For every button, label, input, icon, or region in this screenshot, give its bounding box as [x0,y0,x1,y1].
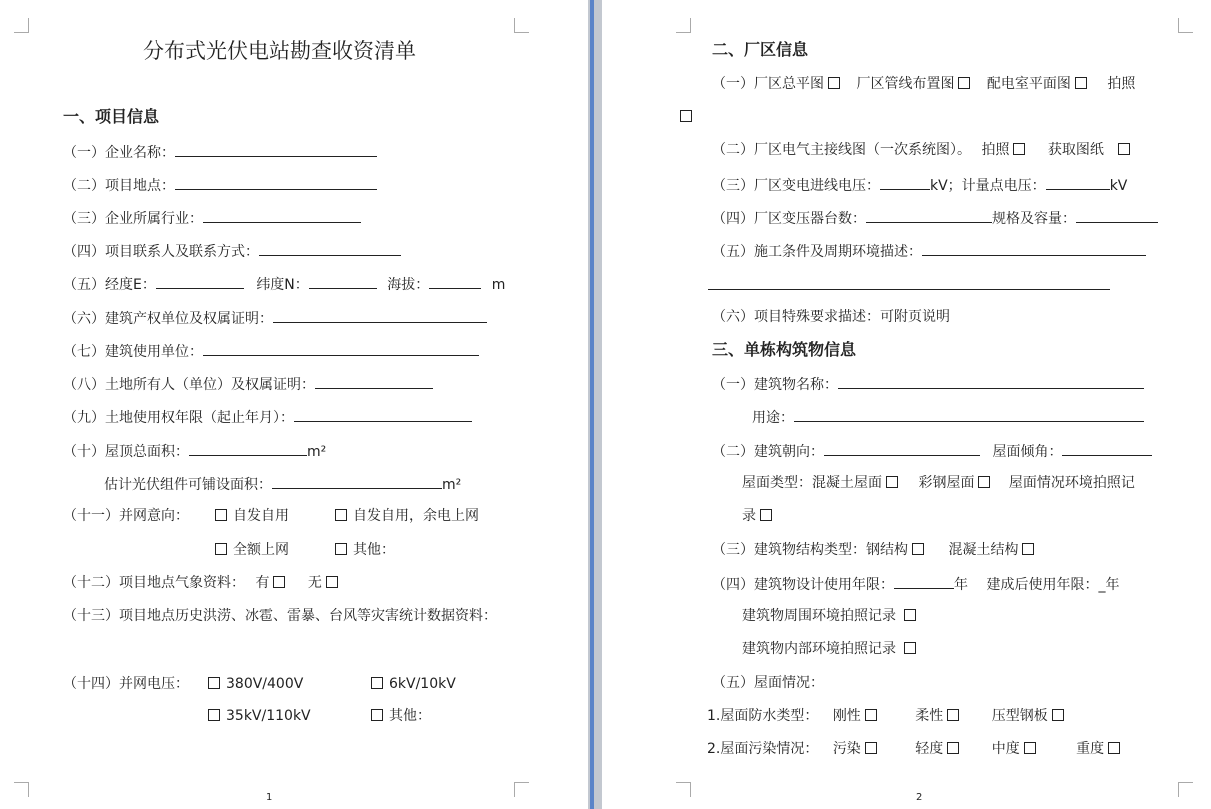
option-label: 建筑物内部环境拍照记录 [742,641,896,657]
option-self-use-surplus [331,507,479,525]
option-label: 有 [255,575,270,591]
option-label: 35kV/110kV [226,708,311,724]
unit-label: m [491,277,506,293]
checkbox[interactable] [865,742,877,754]
latitude-field[interactable] [309,274,377,289]
checkbox[interactable] [371,677,383,689]
checkbox[interactable] [215,543,227,555]
checkbox[interactable] [760,509,772,521]
checkbox[interactable] [904,642,916,654]
field-label: （二）项目地点： [63,178,175,194]
unit-label: 年 [1105,577,1120,593]
industry-field[interactable] [203,208,361,223]
checkbox[interactable] [208,709,220,721]
option-label: 刚性 [832,708,861,724]
crop-mark [1178,18,1193,33]
checkbox[interactable] [947,709,959,721]
orientation-field[interactable] [824,441,980,456]
transformer-count-field[interactable] [866,208,992,223]
company-name-row [63,142,377,162]
field-label: 屋面倾角： [992,444,1063,460]
life-row [712,574,1119,594]
field-label: （二）厂区电气主接线图（一次系统图）。 [712,142,971,158]
voltage-in-row [712,175,1127,195]
field-label: （二）建筑朝向： [712,444,824,460]
option-label: 压型钢板 [991,708,1048,724]
field-label: （一）企业名称： [63,145,175,161]
land-term-field[interactable] [294,407,472,422]
page-divider [590,0,594,809]
option-label: 轻度 [915,741,944,757]
field-label: （五）施工条件及周期环境描述： [712,244,922,260]
checkbox[interactable] [335,509,347,521]
weather-row [63,574,344,592]
checkbox[interactable] [326,576,338,588]
checkbox[interactable] [208,677,220,689]
orientation-row [712,441,1152,461]
location-field[interactable] [175,175,377,190]
field-label: kV；计量点电压： [930,178,1046,194]
waterproof-row [707,707,1070,725]
option-label: 全额上网 [233,542,289,558]
option-label: 污染 [832,741,861,757]
checkbox[interactable] [335,543,347,555]
option-label: 配电室平面图 [986,76,1071,92]
option-label: 自发自用，余电上网 [353,508,479,524]
transformer-spec-field[interactable] [1076,208,1158,223]
field-label: （六）项目特殊要求描述：可附页说明 [712,309,950,325]
field-label: 建成后使用年限：_ [986,577,1106,593]
company-name-field[interactable] [175,142,377,157]
construction-row [712,241,1146,261]
coordinates-row [63,274,505,294]
option-label: 屋面类型：混凝土屋面 [742,475,882,491]
crop-mark [514,18,529,33]
option-self-use [211,507,289,525]
checkbox[interactable] [978,476,990,488]
plans-row [712,75,1135,93]
option-380v [204,675,303,693]
special-row [712,308,950,326]
field-label: （七）建筑使用单位： [63,344,203,360]
field-label: （八）土地所有人（单位）及权属证明： [63,377,315,393]
location-row [63,175,377,195]
crop-mark [14,18,29,33]
building-name-row [712,374,1144,394]
field-label: （四）建筑物设计使用年限： [712,577,894,593]
property-field[interactable] [273,308,487,323]
option-label: 其他： [353,542,395,558]
crop-mark [14,782,29,797]
option-10kv [367,675,456,693]
option-label: 建筑物周围环境拍照记录 [742,608,896,624]
construction-row-wrap [708,275,1110,295]
field-label: （三）企业所属行业： [63,211,203,227]
roof-status-row [712,674,824,692]
roof-type-row [742,474,1135,492]
user-row [63,341,479,361]
checkbox[interactable] [1022,543,1034,555]
industry-row [63,208,361,228]
field-label: 用途： [752,410,794,426]
crop-mark [676,782,691,797]
option-label: 6kV/10kV [389,676,456,692]
exterior-photo-row [742,607,922,625]
roof-type-row-wrap [742,507,778,525]
field-label: 2.屋面污染情况： [707,741,819,757]
option-label: 380V/400V [226,676,304,692]
option-label: 录 [742,508,756,524]
contact-field[interactable] [259,241,401,256]
checkbox[interactable] [1075,77,1087,89]
option-label: 无 [307,575,322,591]
field-label: 海拔： [387,277,430,293]
checkbox[interactable] [828,77,840,89]
option-label: 获取图纸 [1047,142,1104,158]
crop-mark [676,18,691,33]
checkbox[interactable] [904,609,916,621]
page-number: 2 [916,792,923,803]
checkbox[interactable] [947,742,959,754]
option-label: 彩钢屋面 [918,475,975,491]
field-label: （四）项目联系人及联系方式： [63,244,259,260]
unit-label: kV [1109,178,1128,194]
land-term-row [63,407,472,427]
crop-mark [1178,782,1193,797]
pv-area-field[interactable] [272,474,442,489]
field-label: （十四）并网电压： [63,676,189,692]
option-label: 其他： [389,708,431,724]
section-heading: 二、厂区信息 [712,40,809,59]
tilt-field[interactable] [1062,441,1152,456]
structure-row [712,541,1040,559]
building-use-row [752,407,1144,427]
crop-mark [514,782,529,797]
field-label: 估计光伏组件可铺设面积： [104,477,272,493]
document-page-1 [0,0,588,809]
construction-field-continued[interactable] [708,275,1110,290]
disaster-row [63,607,497,625]
longitude-field[interactable] [156,274,244,289]
option-label: 厂区管线布置图 [856,76,955,92]
section-heading: 一、项目信息 [63,107,160,126]
property-row [63,308,487,328]
field-label: （六）建筑产权单位及权属证明： [63,311,273,327]
field-label: （九）土地使用权年限（起止年月）： [63,410,294,426]
construction-field[interactable] [922,241,1146,256]
altitude-field[interactable] [429,274,481,289]
field-label: （三）厂区变电进线电压： [712,178,880,194]
land-owner-row [63,374,433,394]
checkbox[interactable] [1052,709,1064,721]
pv-area-row [104,474,461,494]
option-label: （三）建筑物结构类型：钢结构 [712,542,908,558]
option-label: （一）厂区总平图 [712,76,824,92]
land-owner-field[interactable] [315,374,433,389]
checkbox[interactable] [958,77,970,89]
field-label: （十一）并网意向： [63,508,189,524]
building-name-field[interactable] [838,374,1144,389]
field-label: （十三）项目地点历史洪涝、冰雹、雷暴、台风等灾害统计数据资料： [63,608,497,624]
unit-label: m² [307,444,327,460]
field-label: （十二）项目地点气象资料： [63,575,245,591]
unit-label: m² [442,477,462,493]
checkbox[interactable] [1118,143,1130,155]
option-other [331,541,395,559]
section-heading: 三、单栋构筑物信息 [712,340,857,359]
field-label: 规格及容量： [992,211,1076,227]
contact-row [63,241,401,261]
checkbox[interactable] [215,509,227,521]
page-number: 1 [266,792,273,803]
option-label: 柔性 [915,708,944,724]
option-label: 重度 [1076,741,1105,757]
option-voltage-other [367,707,431,725]
field-label: （一）建筑物名称： [712,377,838,393]
option-label: 中度 [991,741,1020,757]
checkbox[interactable] [912,543,924,555]
pollution-row [707,740,1126,758]
checkbox[interactable] [273,576,285,588]
roof-area-field[interactable] [189,441,307,456]
field-label: （四）厂区变压器台数： [712,211,866,227]
option-110kv [204,707,311,725]
unit-label: 年 [954,577,968,593]
checkbox[interactable] [865,709,877,721]
option-label: 拍照 [1107,76,1136,92]
option-label: 自发自用 [233,508,289,524]
building-use-field[interactable] [794,407,1144,422]
field-label: 纬度N： [256,277,309,293]
checkbox[interactable] [886,476,898,488]
roof-area-row [63,441,326,461]
field-label: （十）屋顶总面积： [63,444,189,460]
grid-intent-row [63,507,189,525]
wiring-row [712,141,1136,159]
document-page-2 [602,0,1211,809]
option-label: 混凝土结构 [948,542,1019,558]
transformer-row [712,208,1158,228]
page-title: 分布式光伏电站勘查收资清单 [143,39,416,63]
option-full-grid [211,541,289,559]
checkbox[interactable] [371,709,383,721]
plans-row-wrap [676,108,698,126]
checkbox[interactable] [1013,143,1025,155]
metering-voltage-field[interactable] [1046,175,1110,190]
checkbox[interactable] [680,110,692,122]
option-label: 屋面情况环境拍照记 [1008,475,1135,491]
field-label: （五）经度E： [63,277,156,293]
field-label: （五）屋面情况： [712,675,824,691]
voltage-row [63,675,189,693]
checkbox[interactable] [1024,742,1036,754]
checkbox[interactable] [1108,742,1120,754]
page-gap [588,0,602,809]
field-label: 1.屋面防水类型： [707,708,819,724]
user-field[interactable] [203,341,479,356]
option-label: 拍照 [981,142,1010,158]
design-life-field[interactable] [894,574,954,589]
interior-photo-row [742,640,922,658]
incoming-voltage-field[interactable] [880,175,930,190]
